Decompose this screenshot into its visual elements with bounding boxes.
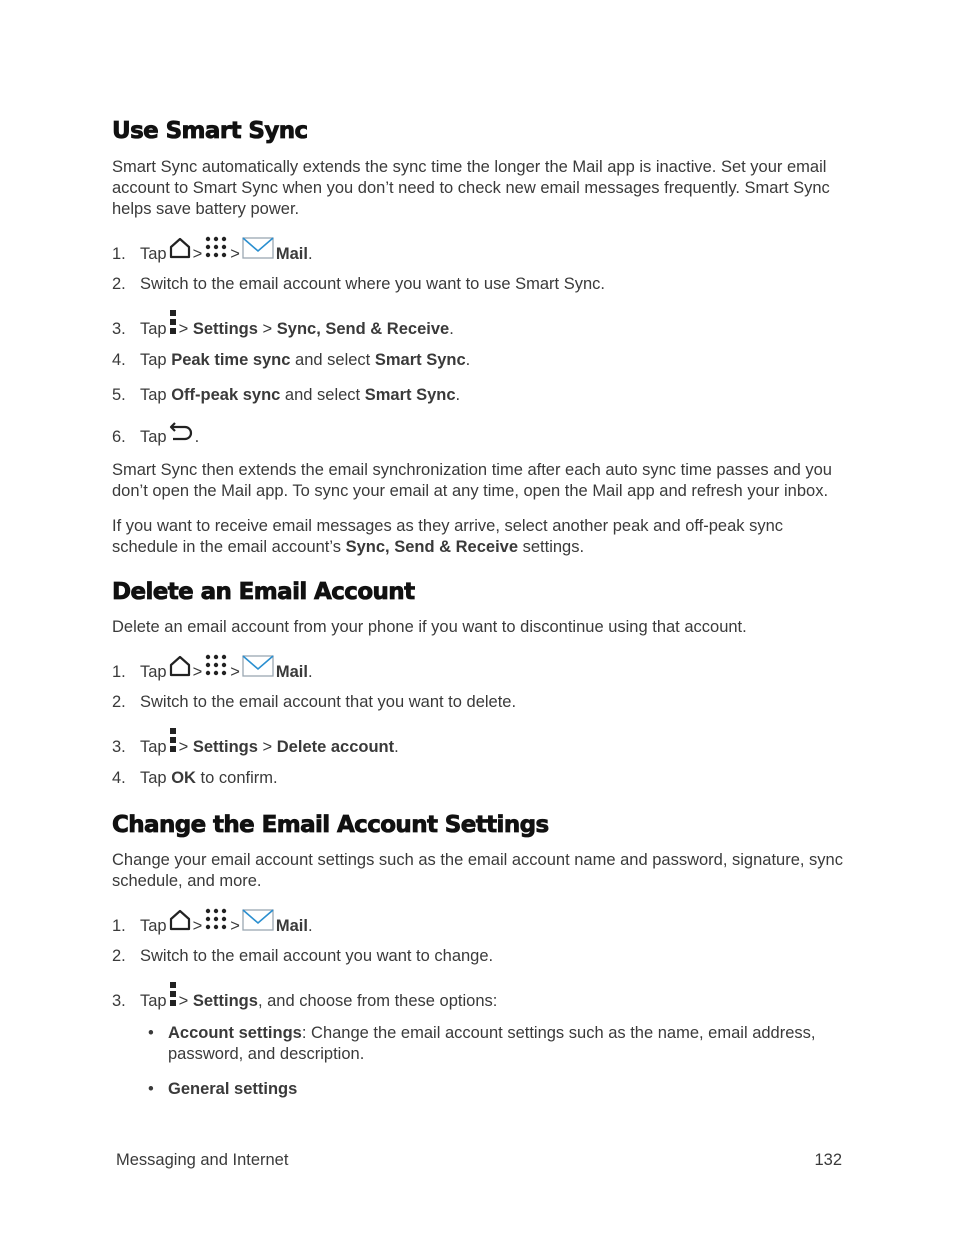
section-intro: Smart Sync automatically extends the sync time the longer the Mail app is inactive. Set your email account to Smart Sync when you don’t need to check new email messages frequently. Smart Sync helps save battery power. bbox=[112, 158, 830, 218]
paragraph-sync-explanation: Smart Sync then extends the email synchronization time after each auto sync time passes and you don’t open the Mail app. To sync your email at any time, open the Mail app and refresh your inbox. bbox=[112, 461, 832, 500]
step-tap-menu-settings-sync: 3. Tap > Settings > Sync, Send & Receive . bbox=[112, 310, 454, 339]
mail-envelope-icon bbox=[242, 909, 274, 936]
paragraph-receive-as-arrive: If you want to receive email messages as they arrive, select another peak and off-peak sync schedule in the email account’s Sync, Send & Receive settings. bbox=[112, 517, 784, 556]
mail-envelope-icon bbox=[242, 655, 274, 682]
step-switch-account: 2. Switch to the email account you want to change. bbox=[112, 947, 494, 965]
section-title-delete-account: Delete an Email Account bbox=[112, 579, 415, 605]
section-title-change-settings: Change the Email Account Settings bbox=[112, 812, 549, 838]
step-switch-account: 2. Switch to the email account that you want to delete. bbox=[112, 693, 517, 711]
step-tap-home-apps-mail: 1. Tap > > Mail . bbox=[112, 907, 313, 936]
mail-envelope-icon bbox=[242, 237, 274, 264]
apps-grid-icon bbox=[204, 653, 228, 682]
section-intro: Delete an email account from your phone if you want to discontinue using that account. bbox=[112, 618, 747, 636]
step-tap-ok: 4. Tap OK to confirm. bbox=[112, 769, 278, 787]
section-title-use-smart-sync: Use Smart Sync bbox=[112, 118, 308, 144]
more-menu-icon bbox=[169, 728, 177, 757]
footer-section-name: Messaging and Internet bbox=[116, 1151, 289, 1169]
home-icon bbox=[169, 237, 191, 264]
step-tap-home-apps-mail: 1. Tap > > Mail . bbox=[112, 653, 313, 682]
more-menu-icon bbox=[169, 982, 177, 1011]
apps-grid-icon bbox=[204, 235, 228, 264]
section-intro: Change your email account settings such as the email account name and password, signature, sync schedule, and more. bbox=[112, 851, 843, 890]
list-item-account-settings: • Account settings: Change the email account settings such as the name, email address, password, and description. bbox=[148, 1024, 816, 1063]
home-icon bbox=[169, 655, 191, 682]
footer-page-number: 132 bbox=[814, 1151, 842, 1169]
step-switch-account: 2. Switch to the email account where you want to use Smart Sync. bbox=[112, 275, 605, 293]
step-tap-menu-settings-options: 3. Tap > Settings , and choose from these options: bbox=[112, 982, 497, 1011]
step-tap-back: 6. Tap . bbox=[112, 420, 199, 447]
home-icon bbox=[169, 909, 191, 936]
step-off-peak-sync: 5. Tap Off-peak sync and select Smart Sync . bbox=[112, 386, 461, 404]
bullet-icon: • bbox=[148, 1024, 154, 1042]
list-item-general-settings: • General settings bbox=[148, 1080, 298, 1098]
apps-grid-icon bbox=[204, 907, 228, 936]
back-arrow-icon bbox=[169, 420, 193, 447]
step-tap-home-apps-mail: 1. Tap > > Mail . bbox=[112, 235, 313, 264]
more-menu-icon bbox=[169, 310, 177, 339]
bullet-icon: • bbox=[148, 1080, 154, 1098]
step-peak-time-sync: 4. Tap Peak time sync and select Smart Sync . bbox=[112, 351, 471, 369]
step-tap-menu-settings-delete: 3. Tap > Settings > Delete account . bbox=[112, 728, 399, 757]
